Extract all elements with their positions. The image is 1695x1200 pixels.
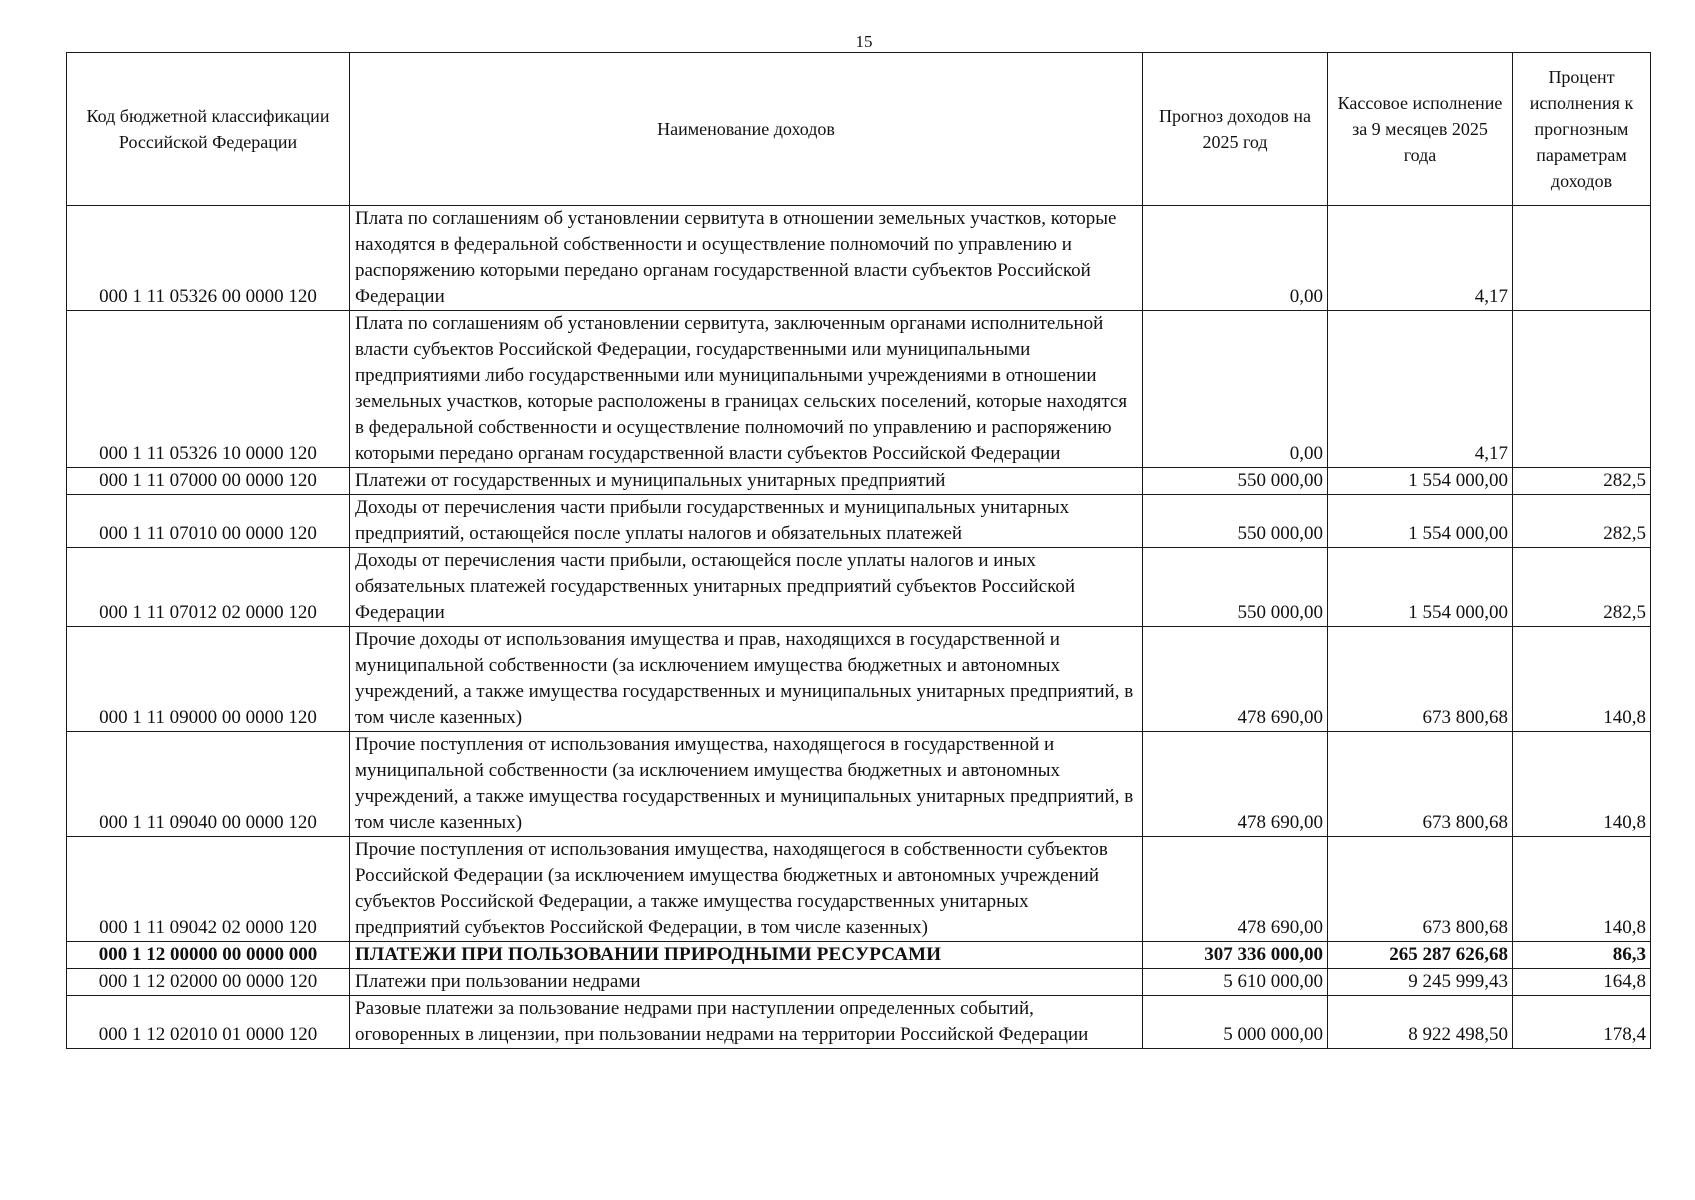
budget-table	[66, 52, 1651, 1049]
row-name: Платежи от государственных и муниципальных унитарных предприятий	[350, 468, 1143, 495]
table-row	[67, 548, 1651, 627]
table-header-row	[67, 53, 1651, 206]
table-row	[67, 837, 1651, 942]
table-row	[67, 627, 1651, 732]
row-cash: 673 800,68	[1328, 627, 1513, 732]
row-cash: 9 245 999,43	[1328, 969, 1513, 996]
row-name: Доходы от перечисления части прибыли государственных и муниципальных унитарных предприятий, остающейся после уплаты налогов и обязательных платежей	[350, 495, 1143, 548]
row-name: Прочие поступления от использования имущества, находящегося в собственности субъектов Российской Федерации (за исключением имущества бюджетных и автономных учреждений субъектов Российской Федерации, а также имущества государственных унитарных предприятий субъектов Российской Федерации, в том числе казенных)	[350, 837, 1143, 942]
row-name: Прочие поступления от использования имущества, находящегося в государственной и муниципальной собственности (за исключением имущества бюджетных и автономных учреждений, а также имущества государственных и муниципальных унитарных предприятий, в том числе казенных)	[350, 732, 1143, 837]
row-forecast: 550 000,00	[1143, 548, 1328, 627]
row-code: 000 1 11 07010 00 0000 120	[67, 495, 350, 548]
table-row	[67, 206, 1651, 311]
header-code: Код бюджетной классификации Российской Федерации	[67, 53, 350, 206]
row-cash: 1 554 000,00	[1328, 495, 1513, 548]
row-percent: 178,4	[1513, 996, 1651, 1049]
row-forecast: 550 000,00	[1143, 468, 1328, 495]
row-cash: 1 554 000,00	[1328, 548, 1513, 627]
row-percent: 282,5	[1513, 495, 1651, 548]
row-cash: 8 922 498,50	[1328, 996, 1513, 1049]
row-name: Плата по соглашениям об установлении сервитута в отношении земельных участков, которые находятся в федеральной собственности и осуществление полномочий по управлению и распоряжению которыми передано органам государственной власти субъектов Российской Федерации	[350, 206, 1143, 311]
row-cash: 265 287 626,68	[1328, 942, 1513, 969]
header-percent: Процент исполнения к прогнозным параметрам доходов	[1513, 53, 1651, 206]
row-name: Плата по соглашениям об установлении сервитута, заключенным органами исполнительной власти субъектов Российской Федерации, государственными или муниципальными предприятиями либо государственными или муниципальными учреждениями в отношении земельных участков, которые расположены в границах сельских поселений, которые находятся в федеральной собственности и осуществление полномочий по управлению и распоряжению которыми передано органам государственной власти субъектов Российской Федерации	[350, 311, 1143, 468]
row-cash: 4,17	[1328, 206, 1513, 311]
row-code: 000 1 12 00000 00 0000 000	[67, 942, 350, 969]
row-cash: 673 800,68	[1328, 837, 1513, 942]
table-row-section-total	[67, 942, 1651, 969]
row-percent: 86,3	[1513, 942, 1651, 969]
row-code: 000 1 12 02010 01 0000 120	[67, 996, 350, 1049]
row-code: 000 1 11 07012 02 0000 120	[67, 548, 350, 627]
row-code: 000 1 11 05326 00 0000 120	[67, 206, 350, 311]
row-forecast: 307 336 000,00	[1143, 942, 1328, 969]
table-row	[67, 996, 1651, 1049]
row-name: Платежи при пользовании недрами	[350, 969, 1143, 996]
table-row	[67, 732, 1651, 837]
header-cash: Кассовое исполнение за 9 месяцев 2025 года	[1328, 53, 1513, 206]
row-code: 000 1 12 02000 00 0000 120	[67, 969, 350, 996]
table-row	[67, 468, 1651, 495]
row-percent	[1513, 206, 1651, 311]
table-row	[67, 969, 1651, 996]
table-row	[67, 495, 1651, 548]
row-code: 000 1 11 07000 00 0000 120	[67, 468, 350, 495]
row-cash: 1 554 000,00	[1328, 468, 1513, 495]
row-code: 000 1 11 05326 10 0000 120	[67, 311, 350, 468]
row-code: 000 1 11 09000 00 0000 120	[67, 627, 350, 732]
row-percent: 140,8	[1513, 732, 1651, 837]
row-name: Доходы от перечисления части прибыли, остающейся после уплаты налогов и иных обязательных платежей государственных унитарных предприятий субъектов Российской Федерации	[350, 548, 1143, 627]
row-forecast: 478 690,00	[1143, 732, 1328, 837]
row-name: Разовые платежи за пользование недрами при наступлении определенных событий, оговоренных в лицензии, при пользовании недрами на территории Российской Федерации	[350, 996, 1143, 1049]
row-code: 000 1 11 09042 02 0000 120	[67, 837, 350, 942]
row-cash: 4,17	[1328, 311, 1513, 468]
table-row	[67, 311, 1651, 468]
header-forecast: Прогноз доходов на 2025 год	[1143, 53, 1328, 206]
row-forecast: 478 690,00	[1143, 627, 1328, 732]
row-name: ПЛАТЕЖИ ПРИ ПОЛЬЗОВАНИИ ПРИРОДНЫМИ РЕСУРСАМИ	[350, 942, 1143, 969]
row-percent: 282,5	[1513, 468, 1651, 495]
header-name: Наименование доходов	[350, 53, 1143, 206]
row-percent: 164,8	[1513, 969, 1651, 996]
row-percent: 282,5	[1513, 548, 1651, 627]
row-forecast: 550 000,00	[1143, 495, 1328, 548]
row-percent	[1513, 311, 1651, 468]
row-forecast: 478 690,00	[1143, 837, 1328, 942]
row-forecast: 5 000 000,00	[1143, 996, 1328, 1049]
row-name: Прочие доходы от использования имущества и прав, находящихся в государственной и муниципальной собственности (за исключением имущества бюджетных и автономных учреждений, а также имущества государственных и муниципальных унитарных предприятий, в том числе казенных)	[350, 627, 1143, 732]
page-number: 15	[855, 32, 873, 51]
row-forecast: 0,00	[1143, 311, 1328, 468]
row-percent: 140,8	[1513, 837, 1651, 942]
row-forecast: 0,00	[1143, 206, 1328, 311]
row-forecast: 5 610 000,00	[1143, 969, 1328, 996]
row-cash: 673 800,68	[1328, 732, 1513, 837]
row-code: 000 1 11 09040 00 0000 120	[67, 732, 350, 837]
row-percent: 140,8	[1513, 627, 1651, 732]
